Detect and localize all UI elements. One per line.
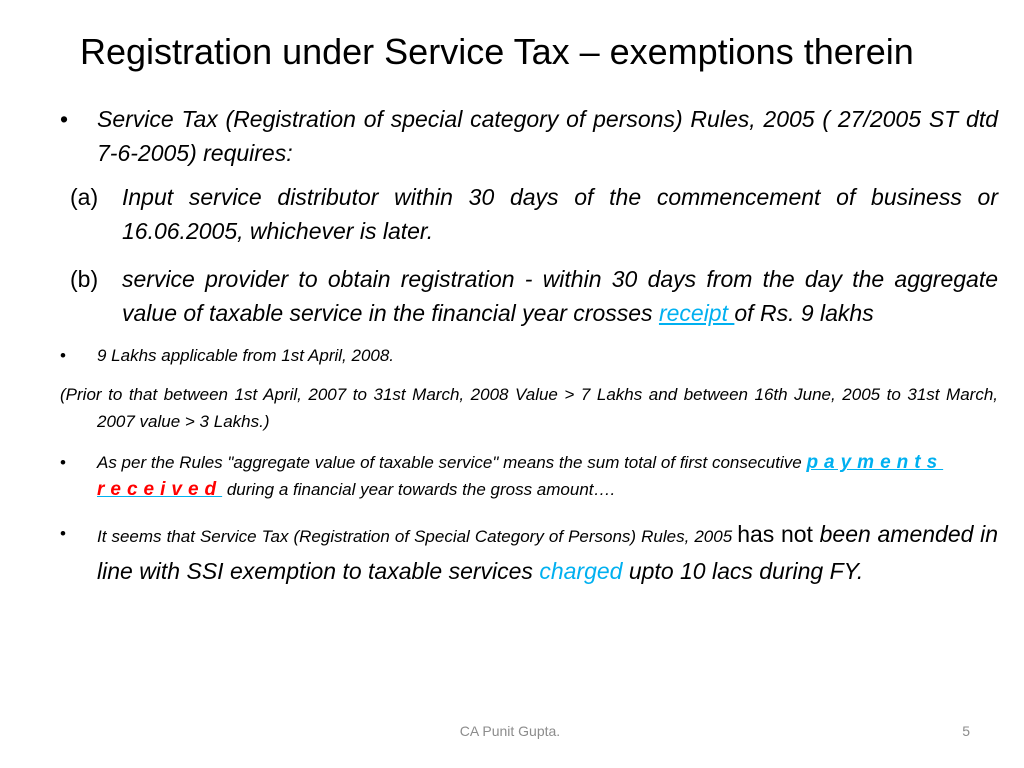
slide-title: Registration under Service Tax – exemptions therein bbox=[80, 31, 914, 72]
item-b-text-before: service provider to obtain registration - within 30 days from the day the aggregate value of taxable service in the financial year crosses bbox=[122, 266, 998, 326]
bullet-icon: • bbox=[60, 106, 69, 132]
bullet-rules-intro bbox=[60, 102, 998, 170]
not-amended-text-after: upto 10 lacs during FY. bbox=[622, 558, 864, 584]
item-b-text-after: of Rs. 9 lakhs bbox=[734, 300, 874, 326]
item-b bbox=[60, 262, 998, 330]
prior-limits-text: (Prior to that between 1st April, 2007 to 31st March, 2008 Value > 7 Lakhs and between 16th June, 2005 to 31st March, 2007 value > 3 Lakhs.) bbox=[60, 385, 998, 431]
receipt-link[interactable]: receipt bbox=[658, 300, 735, 326]
bullet-aggregate-definition bbox=[60, 449, 998, 503]
bullet-icon: • bbox=[60, 524, 66, 543]
footer-author: CA Punit Gupta. bbox=[459, 723, 561, 739]
payments-emphasis: payments bbox=[806, 452, 944, 473]
item-a bbox=[60, 180, 998, 248]
item-b-marker: (b) bbox=[70, 266, 99, 292]
not-amended-text-mid: been amended in line with SSI exemption to taxable services bbox=[97, 521, 998, 584]
nine-lakhs-text: 9 Lakhs applicable from 1st April, 2008. bbox=[97, 346, 395, 365]
bullet-not-amended bbox=[60, 517, 998, 591]
item-a-marker: (a) bbox=[70, 184, 99, 210]
has-not-text: has not bbox=[737, 521, 813, 547]
rules-intro-text: Service Tax (Registration of special category of persons) Rules, 2005 ( 27/2005 ST dtd 7-6-2005) requires: bbox=[97, 106, 998, 166]
charged-emphasis: charged bbox=[539, 558, 623, 584]
prior-limits-note bbox=[60, 381, 998, 435]
not-amended-text-before: It seems that Service Tax (Registration of Special Category of Persons) Rules, 2005 bbox=[97, 527, 738, 546]
aggregate-text-before: As per the Rules "aggregate value of taxable service" means the sum total of first consecutive bbox=[97, 453, 807, 472]
slide-number: 5 bbox=[962, 723, 970, 739]
bullet-icon: • bbox=[60, 453, 66, 472]
received-emphasis: received bbox=[97, 479, 223, 500]
item-a-text: Input service distributor within 30 days of the commencement of business or 16.06.2005, whichever is later. bbox=[122, 184, 998, 244]
slide-body bbox=[60, 102, 998, 591]
bullet-nine-lakhs bbox=[60, 342, 998, 369]
aggregate-text-after: during a financial year towards the gross amount…. bbox=[222, 480, 616, 499]
bullet-icon: • bbox=[60, 346, 66, 365]
